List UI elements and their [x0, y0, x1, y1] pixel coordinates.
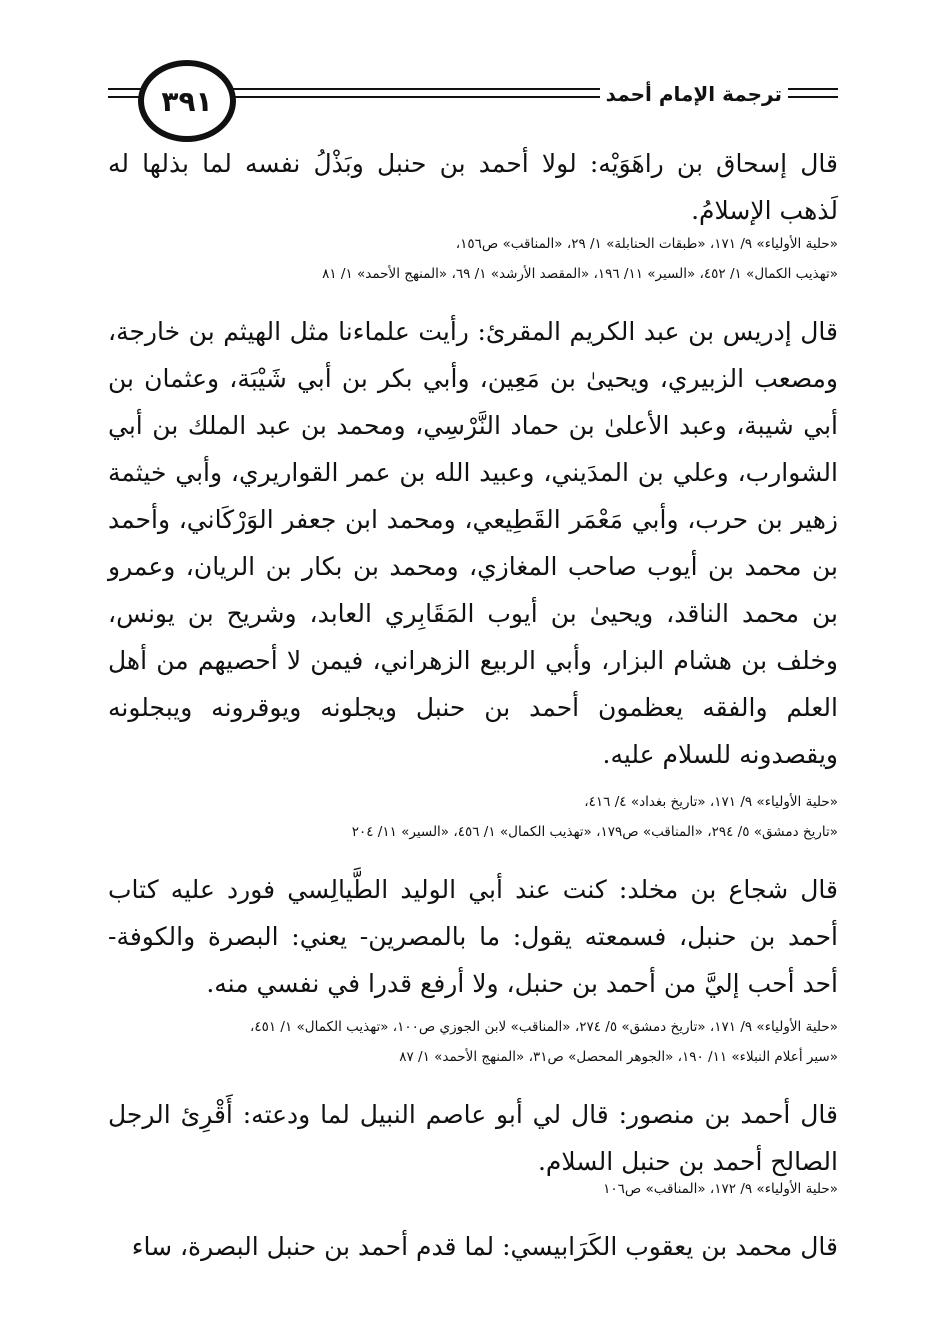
running-title: ترجمة الإمام أحمد: [600, 82, 788, 106]
citation-2b: «تاريخ دمشق» ٥/ ٢٩٤، «المناقب» ص١٧٩، «تهذيب الكمال» ١/ ٤٥٦، «السير» ١١/ ٢٠٤: [351, 824, 838, 840]
citation-1a: «حلية الأولياء» ٩/ ١٧١، «طبقات الحنابلة» ١/ ٢٩، «المناقب» ص١٥٦،: [455, 236, 838, 252]
citation-2a: «حلية الأولياء» ٩/ ١٧١، «تاريخ بغداد» ٤/ ٤١٦،: [584, 794, 838, 810]
page-header: [108, 58, 838, 138]
paragraph-2: قال إدريس بن عبد الكريم المقرئ: رأيت علماءنا مثل الهيثم بن خارجة، ومصعب الزبيري، ويحيىٰ بن مَعِين، وأبي بكر بن أبي شَيْبَة، وعثمان بن أبي شيبة، وعبد الأعلىٰ بن حماد النَّرْسِي، ومحمد بن عبد الملك بن أبي الشوارب، وعلي بن المدَيني، وعبيد الله بن عمر القواريري، وأبي خيثمة زهير بن حرب، وأبي مَعْمَر القَطِيعي، ومحمد ابن جعفر الوَرْكَاني، وأحمد بن محمد بن أيوب صاحب المغازي، ومحمد بن بكار بن الريان، وعمرو بن محمد الناقد، ويحيىٰ بن أيوب المَقَابِري العابد، وشريح بن يونس، وخلف بن هشام البزار، وأبي الربيع الزهراني، فيمن لا أحصيهم من أهل العلم والفقه يعظمون أحمد بن حنبل ويجلونه ويوقرونه ويبجلونه ويقصدونه للسلام عليه.: [108, 317, 838, 769]
paragraph-4: قال أحمد بن منصور: قال لي أبو عاصم النبيل لما ودعته: أَقْرِئ الرجل الصالح أحمد بن حنبل السلام.: [108, 1100, 838, 1176]
paragraph-3: قال شجاع بن مخلد: كنت عند أبي الوليد الطَّيالِسي فورد عليه كتاب أحمد بن حنبل، فسمعته يقول: ما بالمصرين- يعني: البصرة والكوفة- أحد أحب إليَّ من أحمد بن حنبل، ولا أرفع قدرا في نفسي منه.: [108, 875, 838, 998]
page-body: [108, 140, 838, 1270]
page-number: ٣٩١: [138, 60, 236, 142]
citation-3a: «حلية الأولياء» ٩/ ١٧١، «تاريخ دمشق» ٥/ ٢٧٤، «المناقب» لابن الجوزي ص١٠٠، «تهذيب الكمال» ١/ ٤٥١،: [250, 1019, 838, 1035]
citation-1b: «تهذيب الكمال» ١/ ٤٥٢، «السير» ١١/ ١٩٦، «المقصد الأرشد» ١/ ٦٩، «المنهج الأحمد» ١/ ٨١: [322, 266, 838, 282]
citation-4a: «حلية الأولياء» ٩/ ١٧٢، «المناقب» ص١٠٦: [603, 1181, 838, 1197]
paragraph-5: قال محمد بن يعقوب الكَرَابيسي: لما قدم أحمد بن حنبل البصرة، ساء: [131, 1232, 838, 1261]
citation-3b: «سير أعلام النبلاء» ١١/ ١٩٠، «الجوهر المحصل» ص٣١، «المنهج الأحمد» ١/ ٨٧: [399, 1049, 838, 1065]
paragraph-1: قال إسحاق بن راهَوَيْه: لولا أحمد بن حنبل وبَذْلُ نفسه لما بذلها له لَذهب الإسلامُ.: [108, 149, 838, 225]
